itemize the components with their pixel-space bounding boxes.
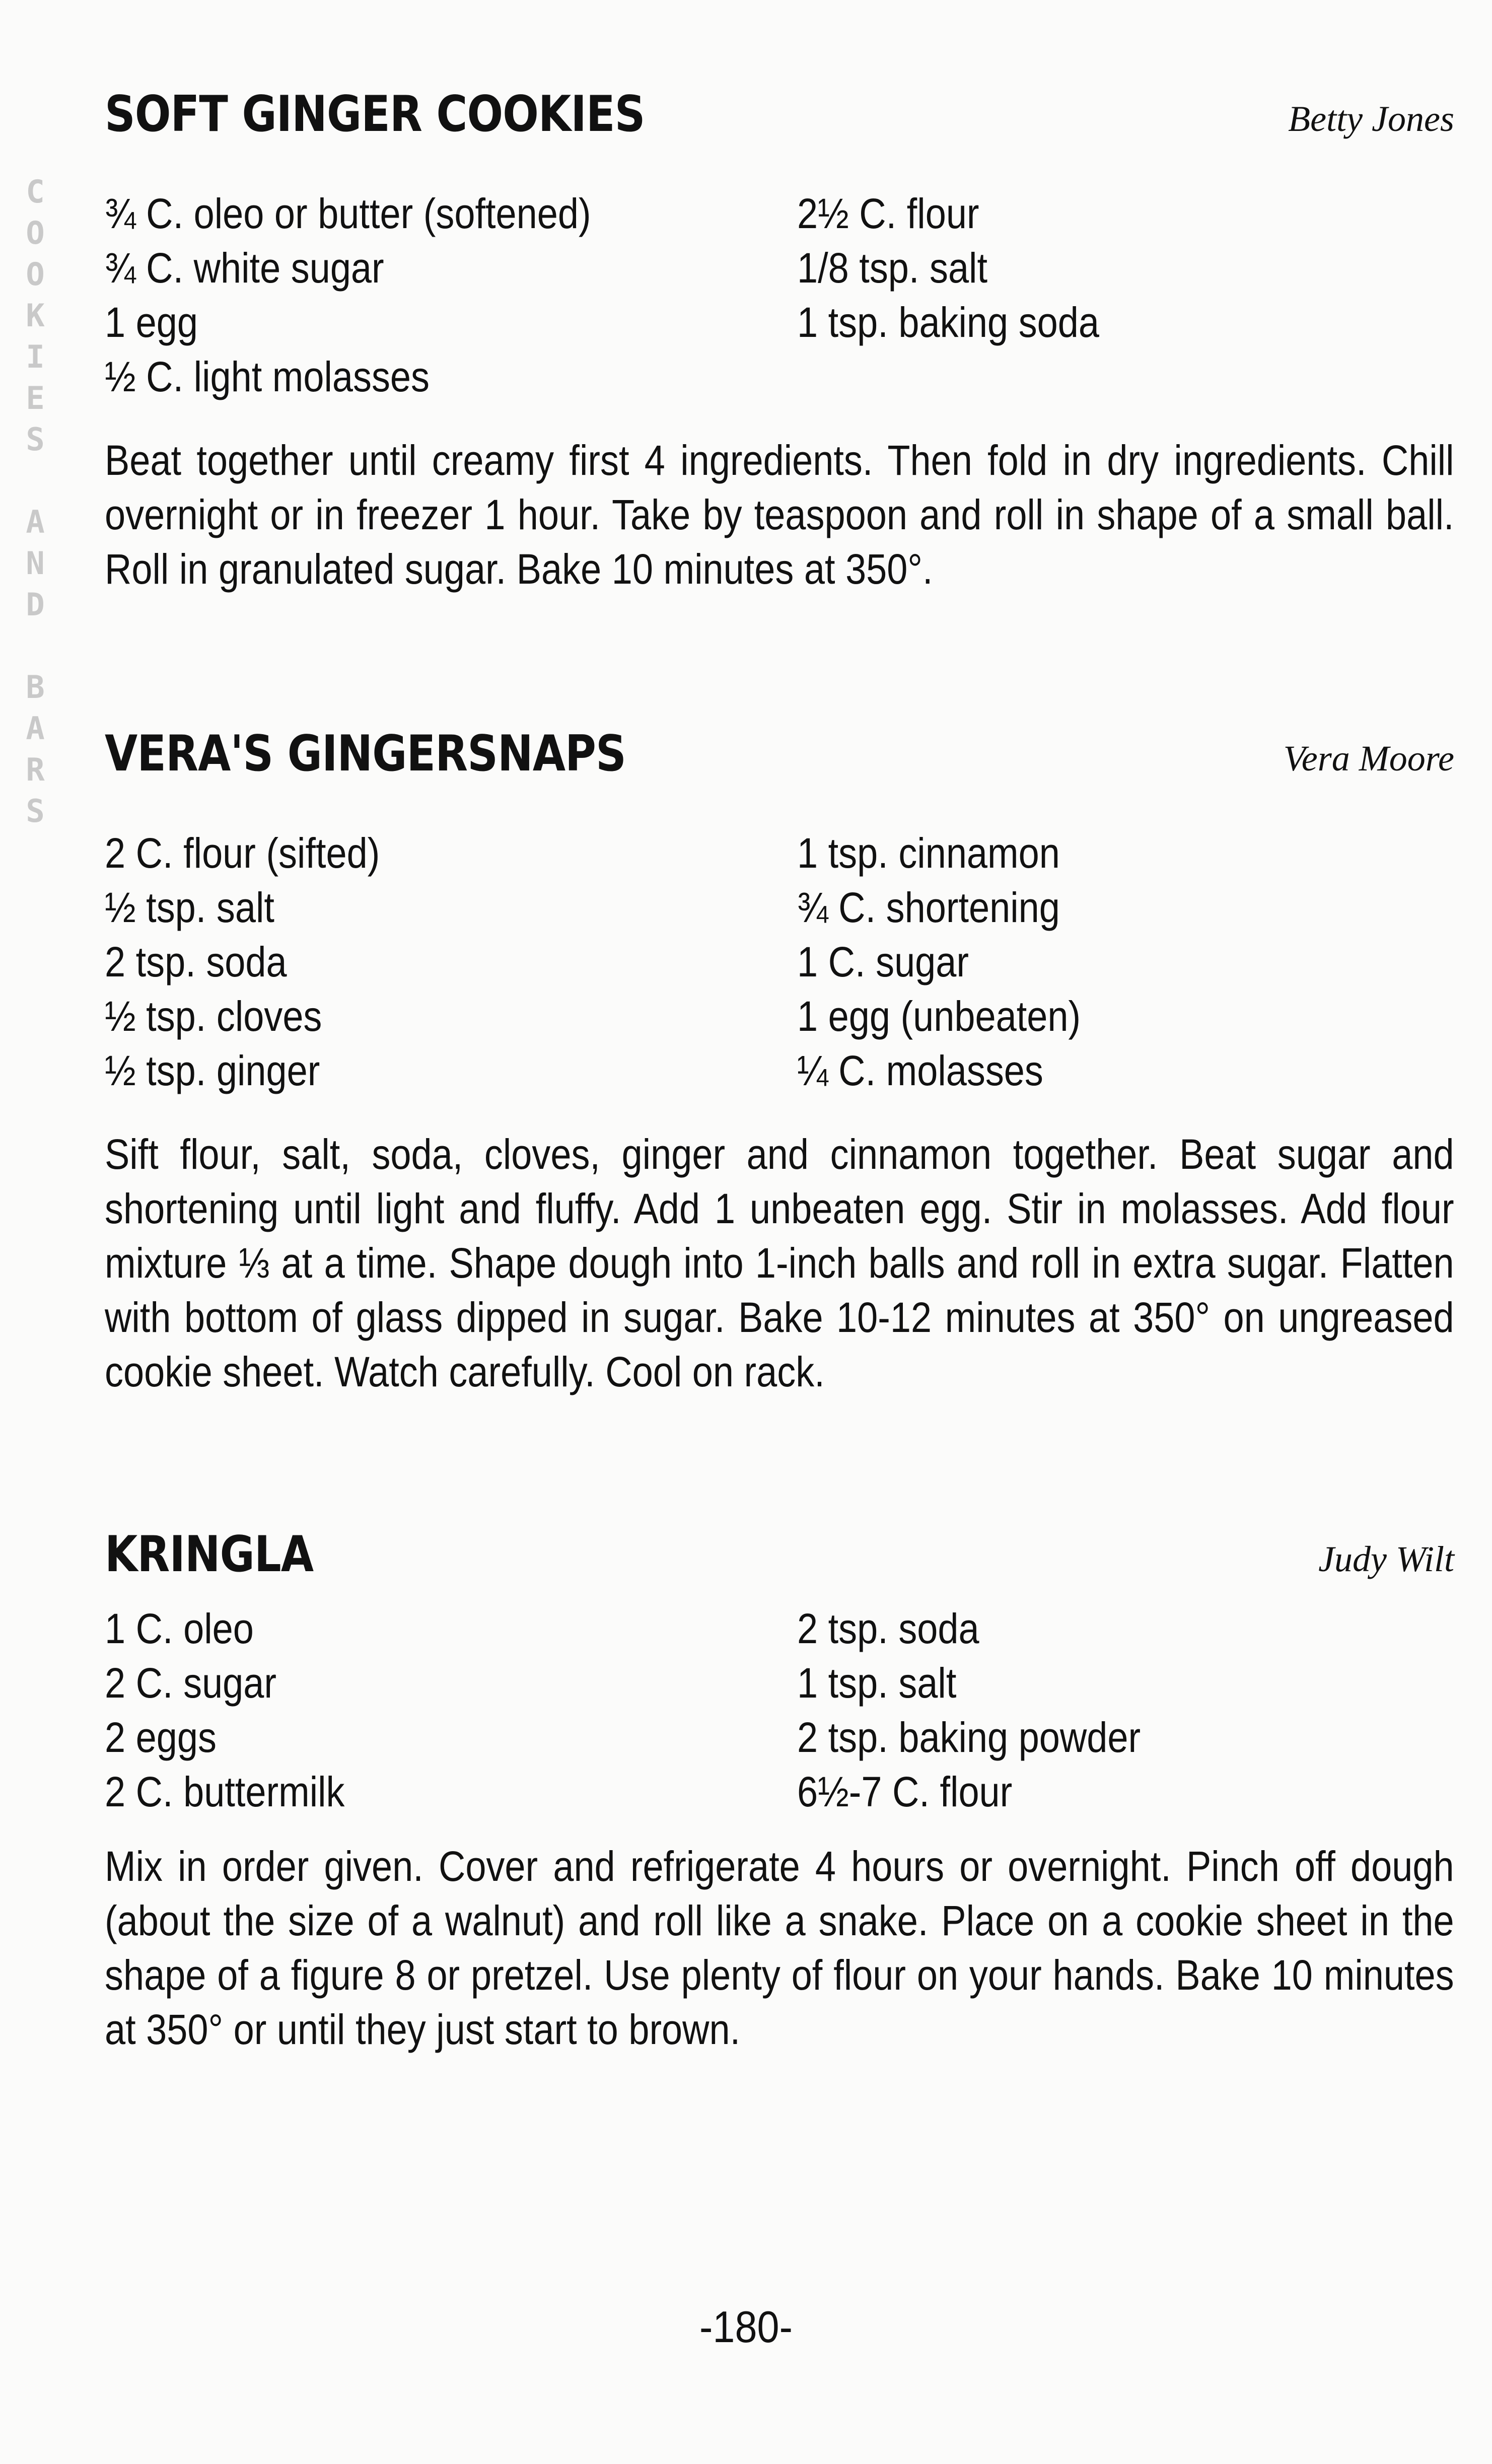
side-tab-letter: K [26, 297, 45, 334]
ingredient-item: ¾ C. oleo or butter (softened) [105, 190, 591, 237]
recipe-kringla [105, 1526, 1454, 2099]
ingredient-item: 2 tsp. soda [105, 938, 287, 985]
side-tab-letter: E [26, 380, 45, 416]
recipe-directions: Sift flour, salt, soda, cloves, ginger and cinnamon together. Beat sugar and shortening until light and fluffy. Add 1 unbeaten egg. Stir in molasses. Add flour mixture ⅓ at a time. Shape dough into 1-inch balls and roll in extra sugar. Flatten with bottom of glass dipped in sugar. Bake 10-12 minutes at 350° on ungreased cookie sheet. Watch carefully. Cool on rack. [105, 1131, 1454, 1395]
recipe-title: VERA'S GINGERSNAPS [105, 725, 626, 783]
recipe-directions: Mix in order given. Cover and refrigerate 4 hours or overnight. Pinch off dough (about the size of a walnut) and roll like a snake. Place on a cookie sheet in the shape of a figure 8 or pretzel. Use plenty of flour on your hands. Bake 10 minutes at 350° or until they just start to brown. [105, 1843, 1454, 2053]
ingredients-right-column [797, 186, 1452, 404]
side-tab-letter: I [26, 338, 45, 375]
ingredients-right-column [797, 1601, 1452, 1819]
ingredient-item: 2 C. buttermilk [105, 1768, 345, 1815]
recipe-author: Judy Wilt [1318, 1539, 1454, 1579]
side-tab-letter: S [26, 421, 45, 458]
ingredient-item: ½ tsp. cloves [105, 993, 322, 1040]
ingredient-item: ¾ C. shortening [797, 884, 1060, 931]
ingredient-item: 1 tsp. baking soda [797, 299, 1099, 346]
ingredient-item: ½ C. light molasses [105, 353, 430, 400]
ingredient-item: 1 egg [105, 299, 198, 346]
recipe-header [105, 725, 1454, 791]
ingredient-item: 1 egg (unbeaten) [797, 993, 1081, 1040]
recipe-veras-gingersnaps [105, 725, 1454, 1441]
ingredient-item: 2 eggs [105, 1714, 217, 1761]
ingredient-item: 1 tsp. salt [797, 1659, 957, 1707]
section-side-tab [15, 171, 55, 832]
recipe-author: Betty Jones [1288, 99, 1454, 139]
recipe-title: KRINGLA [105, 1526, 314, 1583]
ingredient-item: ½ tsp. salt [105, 884, 274, 931]
side-tab-letter: A [26, 504, 45, 540]
ingredients-left-column [105, 826, 797, 1098]
recipe-author: Vera Moore [1283, 738, 1454, 779]
ingredient-item: 2 tsp. soda [797, 1605, 979, 1652]
page-number: -180- [699, 2302, 793, 2352]
ingredient-item: 1 tsp. cinnamon [797, 829, 1060, 877]
side-tab-letter: C [26, 173, 45, 210]
side-tab-letter: N [26, 545, 45, 582]
ingredients-list [105, 1601, 1454, 1819]
side-tab-letter: R [26, 751, 45, 788]
side-tab-letter: O [26, 256, 45, 293]
recipe-header [105, 1526, 1454, 1591]
ingredient-item: ¾ C. white sugar [105, 244, 384, 292]
ingredients-left-column [105, 1601, 797, 1819]
ingredient-item: 1/8 tsp. salt [797, 244, 988, 292]
ingredient-item: 2 tsp. baking powder [797, 1714, 1141, 1761]
ingredient-item: 1 C. sugar [797, 938, 969, 985]
ingredient-item: ¼ C. molasses [797, 1047, 1043, 1094]
ingredient-item: 1 C. oleo [105, 1605, 254, 1652]
ingredient-item: 2 C. flour (sifted) [105, 829, 380, 877]
recipe-title: SOFT GINGER COOKIES [105, 86, 645, 143]
ingredients-left-column [105, 186, 797, 404]
side-tab-letter: B [26, 669, 45, 706]
side-tab-letter: S [26, 793, 45, 829]
ingredients-list [105, 186, 1454, 404]
side-tab-letter: D [26, 586, 45, 623]
ingredient-item: ½ tsp. ginger [105, 1047, 320, 1094]
ingredients-right-column [797, 826, 1452, 1098]
ingredient-item: 6½-7 C. flour [797, 1768, 1013, 1815]
recipe-soft-ginger-cookies [105, 86, 1454, 639]
side-tab-letter: A [26, 710, 45, 747]
recipe-header [105, 86, 1454, 151]
ingredients-list [105, 826, 1454, 1098]
side-tab-letter: O [26, 215, 45, 251]
ingredient-item: 2 C. sugar [105, 1659, 277, 1707]
ingredient-item: 2½ C. flour [797, 190, 979, 237]
recipe-directions: Beat together until creamy first 4 ingredients. Then fold in dry ingredients. Chill overnight or in freezer 1 hour. Take by teaspoon and roll in shape of a small ball. Roll in granulated sugar. Bake 10 minutes at 350°. [105, 437, 1454, 593]
